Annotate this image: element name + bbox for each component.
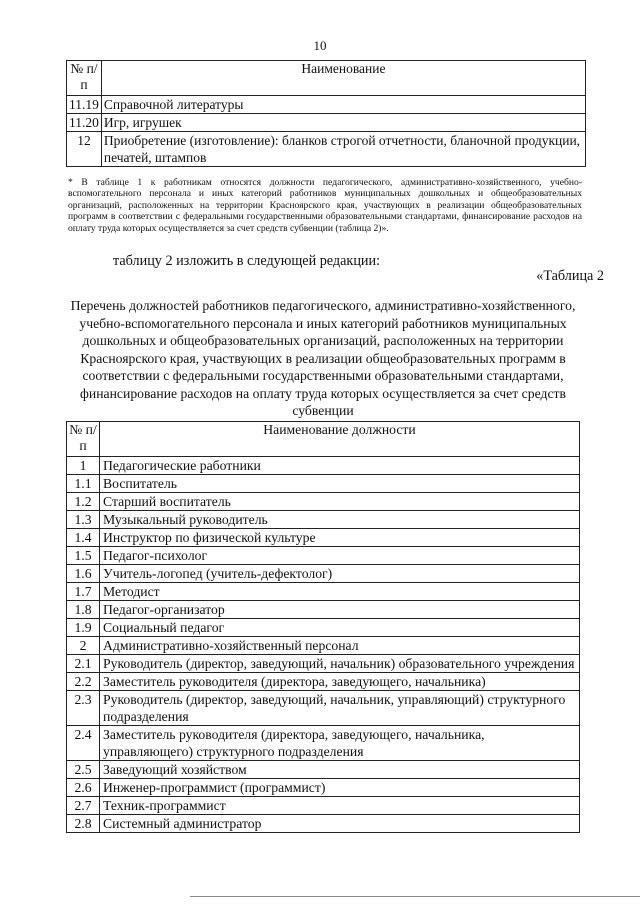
table-row <box>67 511 580 529</box>
row-name: Воспитатель <box>100 475 580 493</box>
row-number: 2.6 <box>67 779 100 797</box>
row-name: Техник-программист <box>100 797 580 815</box>
row-name: Справочной литературы <box>101 96 585 114</box>
row-name: Методист <box>100 583 580 601</box>
table-2-title: Перечень должностей работников педагогического, административно-хозяйственного, учебно-вспомогательного персонала и иных категорий работников муниципальных дошкольных и общеобразовательных организаций, расположенных на территории Красноярского края, участвующих в реализации общеобразовательных программ в соответствии с федеральными государственными образовательными стандартами, финансирование расходов на оплату труда которых осуществляется за счет средств субвенции <box>70 298 576 418</box>
table-row <box>67 565 580 583</box>
row-name: Инструктор по физической культуре <box>100 529 580 547</box>
row-name: Педагог-организатор <box>100 601 580 619</box>
row-number: 1.8 <box>67 601 100 619</box>
table-1-header <box>67 61 586 96</box>
row-number: 1 <box>67 457 100 475</box>
row-number: 2 <box>67 637 100 655</box>
row-name: Игр, игрушек <box>101 114 585 132</box>
table-row <box>67 583 580 601</box>
row-number: 1.5 <box>67 547 100 565</box>
row-number: 2.2 <box>67 673 100 691</box>
table-row <box>67 797 580 815</box>
row-number: 1.2 <box>67 493 100 511</box>
row-number: 11.20 <box>67 114 102 132</box>
row-name: Заведующий хозяйством <box>100 761 580 779</box>
row-number: 1.4 <box>67 529 100 547</box>
row-name: Административно-хозяйственный персонал <box>100 637 580 655</box>
row-name: Руководитель (директор, заведующий, начальник, управляющий) структурного подразделения <box>100 691 580 726</box>
row-name: Заместитель руководителя (директора, заведующего, начальника, управляющего) структурного подразделения <box>100 726 580 761</box>
table-2-header <box>67 422 580 457</box>
name-header: Наименование <box>101 61 585 96</box>
row-number: 2.4 <box>67 726 100 761</box>
row-name: Музыкальный руководитель <box>100 511 580 529</box>
table-row <box>67 493 580 511</box>
table-row <box>67 655 580 673</box>
table-row <box>67 475 580 493</box>
table-2-body <box>67 457 580 833</box>
row-number: 1.9 <box>67 619 100 637</box>
table-row <box>67 457 580 475</box>
scan-edge-line <box>190 896 640 897</box>
row-number: 1.6 <box>67 565 100 583</box>
table-row <box>67 673 580 691</box>
table-row <box>67 547 580 565</box>
row-name: Заместитель руководителя (директора, заведующего, начальника) <box>100 673 580 691</box>
row-number: 1.7 <box>67 583 100 601</box>
table-1 <box>66 60 586 167</box>
row-number: 2.5 <box>67 761 100 779</box>
table-row <box>67 619 580 637</box>
footnote: * В таблице 1 к работникам относятся должности педагогического, административно-хозяйственного, учебно-вспомогательного персонала и иных категорий работников муниципальных дошкольных и общеобразовательных организаций, расположенных на территории Красноярского края, участвующих в реализации общеобразовательных программ в соответствии с федеральными государственными образовательными стандартами, финансирование расходов на оплату труда которых осуществляется за счет средств субвенции (таблица 2)». <box>68 177 582 234</box>
table-row <box>67 691 580 726</box>
row-number: 1.3 <box>67 511 100 529</box>
row-name: Педагог-психолог <box>100 547 580 565</box>
table-row <box>67 815 580 833</box>
row-number: 1.1 <box>67 475 100 493</box>
table-row <box>67 96 586 114</box>
table-label: «Таблица 2 <box>536 268 604 284</box>
table-2 <box>66 421 580 833</box>
table-row <box>67 637 580 655</box>
row-number: 2.8 <box>67 815 100 833</box>
row-name: Педагогические работники <box>100 457 580 475</box>
page-number: 10 <box>313 38 327 53</box>
row-number: 2.1 <box>67 655 100 673</box>
row-name: Системный администратор <box>100 815 580 833</box>
table-row <box>67 726 580 761</box>
num-header: № п/п <box>67 422 100 457</box>
num-header: № п/п <box>67 61 102 96</box>
row-name: Инженер-программист (программист) <box>100 779 580 797</box>
row-name: Учитель-логопед (учитель-дефектолог) <box>100 565 580 583</box>
row-name: Социальный педагог <box>100 619 580 637</box>
row-name: Руководитель (директор, заведующий, начальник) образовательного учреждения <box>100 655 580 673</box>
table-row <box>67 779 580 797</box>
table-row <box>67 601 580 619</box>
table-1-body <box>67 96 586 167</box>
intro-text: таблицу 2 изложить в следующей редакции: <box>113 253 381 269</box>
row-number: 12 <box>67 132 102 167</box>
row-name: Старший воспитатель <box>100 493 580 511</box>
name-header: Наименование должности <box>100 422 580 457</box>
table-row <box>67 761 580 779</box>
row-number: 11.19 <box>67 96 102 114</box>
table-row <box>67 529 580 547</box>
row-number: 2.3 <box>67 691 100 726</box>
table-row <box>67 114 586 132</box>
table-row <box>67 132 586 167</box>
row-name: Приобретение (изготовление): бланков строгой отчетности, бланочной продукции, печатей, штампов <box>101 132 585 167</box>
row-number: 2.7 <box>67 797 100 815</box>
